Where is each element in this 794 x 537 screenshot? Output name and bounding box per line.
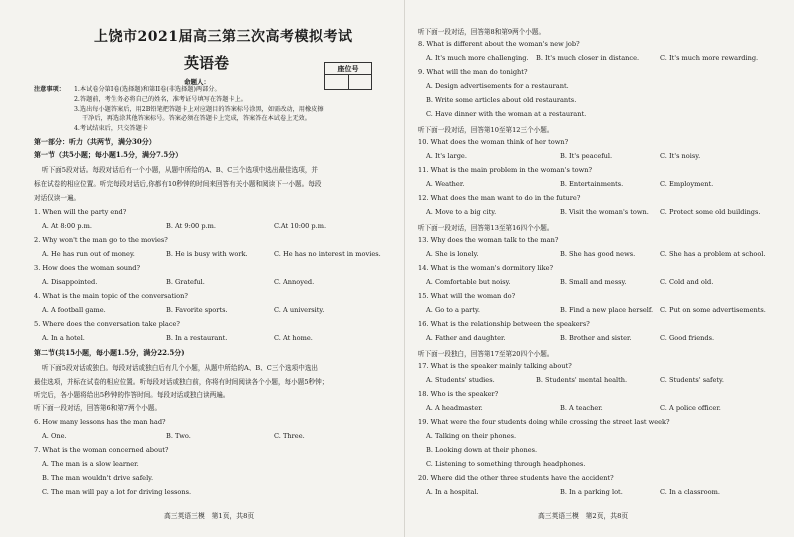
q17-option-b: B. Students' mental health. xyxy=(536,376,628,384)
page-two-footer: 高三英语三模 第2页，共8页 xyxy=(538,512,629,520)
q14-option-a: A. Comfortable but noisy. xyxy=(426,278,511,286)
question-16: 16. What is the relationship between the speakers? xyxy=(418,320,590,328)
section-one-intro: 听下面5段对话。每段对话后有一个小题，从题中所给的A、B、C三个选项中选出最佳选项，并 xyxy=(42,166,319,174)
q8-option-a: A. It's much more challenging. xyxy=(426,54,529,62)
q12-option-b: B. Visit the woman's town. xyxy=(560,208,649,216)
section-two-intro: 最佳选项，并标在试卷的相应位置。听每段对话或独白前，你将有时间阅读各个小题，每小题5秒钟； xyxy=(34,378,329,386)
section-two-intro: 听完后，各小题将给出5秒钟的作答时间。每段对话或独白读两遍。 xyxy=(34,391,230,399)
section-two-heading: 第二节(共15小题，每小题1.5分，满分22.5分) xyxy=(34,348,185,357)
question-17: 17. What is the speaker mainly talking about? xyxy=(418,362,572,370)
note-item: 3.选出每小题答案后，用2B铅笔把答题卡上对应题目的答案标号涂黑，如需改动，用橡皮擦 xyxy=(74,105,324,113)
q9-option-a: A. Design advertisements for a restaurant. xyxy=(426,82,569,90)
q1-option-a: A. At 8:00 p.m. xyxy=(42,222,92,230)
question-12: 12. What does the man want to do in the future? xyxy=(418,194,581,202)
q5-option-c: C. At home. xyxy=(274,334,313,342)
exam-subtitle: 英语卷 xyxy=(184,54,230,72)
q19-option-a: A. Talking on their phones. xyxy=(426,432,517,440)
q5-option-a: A. In a hotel. xyxy=(42,334,85,342)
page-divider xyxy=(404,0,405,537)
q6-option-b: B. Two. xyxy=(166,432,191,440)
q4-option-b: B. Favorite sports. xyxy=(166,306,228,314)
q11-option-b: B. Entertainments. xyxy=(560,180,624,188)
section-two-intro: 听下面5段对话或独白。每段对话或独白后有几个小题，从题中所给的A、B、C三个选项中选出 xyxy=(42,364,319,372)
q1-option-b: B. At 9:00 p.m. xyxy=(166,222,216,230)
q10-option-b: B. It's peaceful. xyxy=(560,152,613,160)
exam-notes xyxy=(34,85,354,134)
notes-label: 注意事项： xyxy=(34,86,65,93)
q20-option-c: C. In a classroom. xyxy=(660,488,720,496)
note-item: 干净后，再选涂其他答案标号。答案必须在答题卡上完成，答案答在本试卷上无效。 xyxy=(82,115,311,123)
note-item: 2.答题前，考生务必将自己的姓名，准考证号填写在答题卡上。 xyxy=(74,95,247,103)
q7-option-b: B. The man wouldn't drive safely. xyxy=(42,474,154,482)
q6-option-a: A. One. xyxy=(42,432,67,440)
page-one-footer: 高三英语三模 第1页，共8页 xyxy=(164,512,255,520)
q18-option-b: B. A teacher. xyxy=(560,404,603,412)
q1-option-c: C.At 10:00 p.m. xyxy=(274,222,327,230)
q11-option-c: C. Employment. xyxy=(660,180,714,188)
q13-option-c: C. She has a problem at school. xyxy=(660,250,766,258)
listen-instruction-10-12: 听下面一段对话，回答第10至第12三个小题。 xyxy=(418,126,554,134)
note-item: 1.本试卷分第I卷(选择题)和第II卷(非选择题)两部分。 xyxy=(74,86,221,93)
q19-option-b: B. Looking down at their phones. xyxy=(426,446,538,454)
q18-option-c: C. A police officer. xyxy=(660,404,721,412)
question-9: 9. What will the man do tonight? xyxy=(418,68,528,76)
q15-option-a: A. Go to a party. xyxy=(426,306,480,314)
q10-option-a: A. It's large. xyxy=(426,152,467,160)
listen-instruction-17-20: 听下面一段独白，回答第17至第20四个小题。 xyxy=(418,350,554,358)
q12-option-a: A. Move to a big city. xyxy=(426,208,497,216)
q9-option-b: B. Write some articles about old restaurants. xyxy=(426,96,577,104)
question-10: 10. What does the woman think of her town? xyxy=(418,138,569,146)
q11-option-a: A. Weather. xyxy=(426,180,465,188)
q10-option-c: C. It's noisy. xyxy=(660,152,701,160)
proposer-label: 命题人： xyxy=(184,78,210,86)
q5-option-b: B. In a restaurant. xyxy=(166,334,228,342)
q8-option-b: B. It's much closer in distance. xyxy=(536,54,640,62)
listen-instruction-13-16: 听下面一段对话，回答第13至第16四个小题。 xyxy=(418,224,554,232)
q15-option-c: C. Put on some advertisements. xyxy=(660,306,766,314)
question-5: 5. Where does the conversation take place? xyxy=(34,320,180,328)
question-15: 15. What will the woman do? xyxy=(418,292,516,300)
q20-option-a: A. In a hospital. xyxy=(426,488,479,496)
seat-number-label: 座位号 xyxy=(325,63,371,75)
q17-option-c: C. Students' safety. xyxy=(660,376,724,384)
q4-option-c: C. A university. xyxy=(274,306,325,314)
question-19: 19. What were the four students doing while crossing the street last week? xyxy=(418,418,670,426)
q18-option-a: A. A headmaster. xyxy=(426,404,483,412)
question-6: 6. How many lessons has the man had? xyxy=(34,418,166,426)
q16-option-c: C. Good friends. xyxy=(660,334,715,342)
q16-option-a: A. Father and daughter. xyxy=(426,334,506,342)
q12-option-c: C. Protect some old buildings. xyxy=(660,208,761,216)
q17-option-a: A. Students' studies. xyxy=(426,376,495,384)
question-1: 1. When will the party end? xyxy=(34,208,127,216)
question-20: 20. Where did the other three students have the accident? xyxy=(418,474,614,482)
question-8: 8. What is different about the woman's new job? xyxy=(418,40,580,48)
question-18: 18. Who is the speaker? xyxy=(418,390,499,398)
listen-instruction-8-9: 听下面一段对话，回答第8和第9两个小题。 xyxy=(418,28,546,36)
part-one-heading: 第一部分：听力（共两节，满分30分） xyxy=(34,137,156,146)
q13-option-b: B. She has good news. xyxy=(560,250,636,258)
page-one xyxy=(34,0,392,537)
q6-option-c: C. Three. xyxy=(274,432,305,440)
q20-option-b: B. In a parking lot. xyxy=(560,488,623,496)
q14-option-b: B. Small and messy. xyxy=(560,278,627,286)
exam-title: 上饶市2021届高三第三次高考模拟考试 xyxy=(94,29,353,45)
note-item: 4.考试结束后，只交答题卡 xyxy=(74,125,148,133)
q19-option-c: C. Listening to something through headphones. xyxy=(426,460,586,468)
q4-option-a: A. A football game. xyxy=(42,306,106,314)
q7-option-c: C. The man will pay a lot for driving lessons. xyxy=(42,488,192,496)
question-2: 2. Why won't the man go to the movies? xyxy=(34,236,168,244)
q16-option-b: B. Brother and sister. xyxy=(560,334,632,342)
q2-option-b: B. He is busy with work. xyxy=(166,250,248,258)
q13-option-a: A. She is lonely. xyxy=(426,250,479,258)
q3-option-a: A. Disappointed. xyxy=(42,278,98,286)
section-one-intro: 对话仅读一遍。 xyxy=(34,194,81,202)
q3-option-c: C. Annoyed. xyxy=(274,278,315,286)
question-13: 13. Why does the woman talk to the man? xyxy=(418,236,559,244)
question-11: 11. What is the main problem in the woman's town? xyxy=(418,166,593,174)
question-4: 4. What is the main topic of the conversation? xyxy=(34,292,188,300)
section-one-heading: 第一节（共5小题；每小题1.5分，满分7.5分） xyxy=(34,150,183,159)
q2-option-a: A. He has run out of money. xyxy=(42,250,135,258)
q3-option-b: B. Grateful. xyxy=(166,278,205,286)
q15-option-b: B. Find a new place herself. xyxy=(560,306,654,314)
listen-instruction-6-7: 听下面一段对话，回答第6和第7两个小题。 xyxy=(34,404,162,412)
q2-option-c: C. He has no interest in movies. xyxy=(274,250,381,258)
q14-option-c: C. Cold and old. xyxy=(660,278,714,286)
question-3: 3. How does the woman sound? xyxy=(34,264,141,272)
q9-option-c: C. Have dinner with the woman at a restaurant. xyxy=(426,110,587,118)
q7-option-a: A. The man is a slow learner. xyxy=(42,460,139,468)
question-14: 14. What is the woman's dormitory like? xyxy=(418,264,554,272)
q8-option-c: C. It's much more rewarding. xyxy=(660,54,759,62)
section-one-intro: 标在试卷的相应位置。听完每段对话后,你都有10秒钟的时间来回答有关小题和阅读下一小题。每段 xyxy=(34,180,322,188)
page-two xyxy=(418,0,780,537)
question-7: 7. What is the woman concerned about? xyxy=(34,446,169,454)
